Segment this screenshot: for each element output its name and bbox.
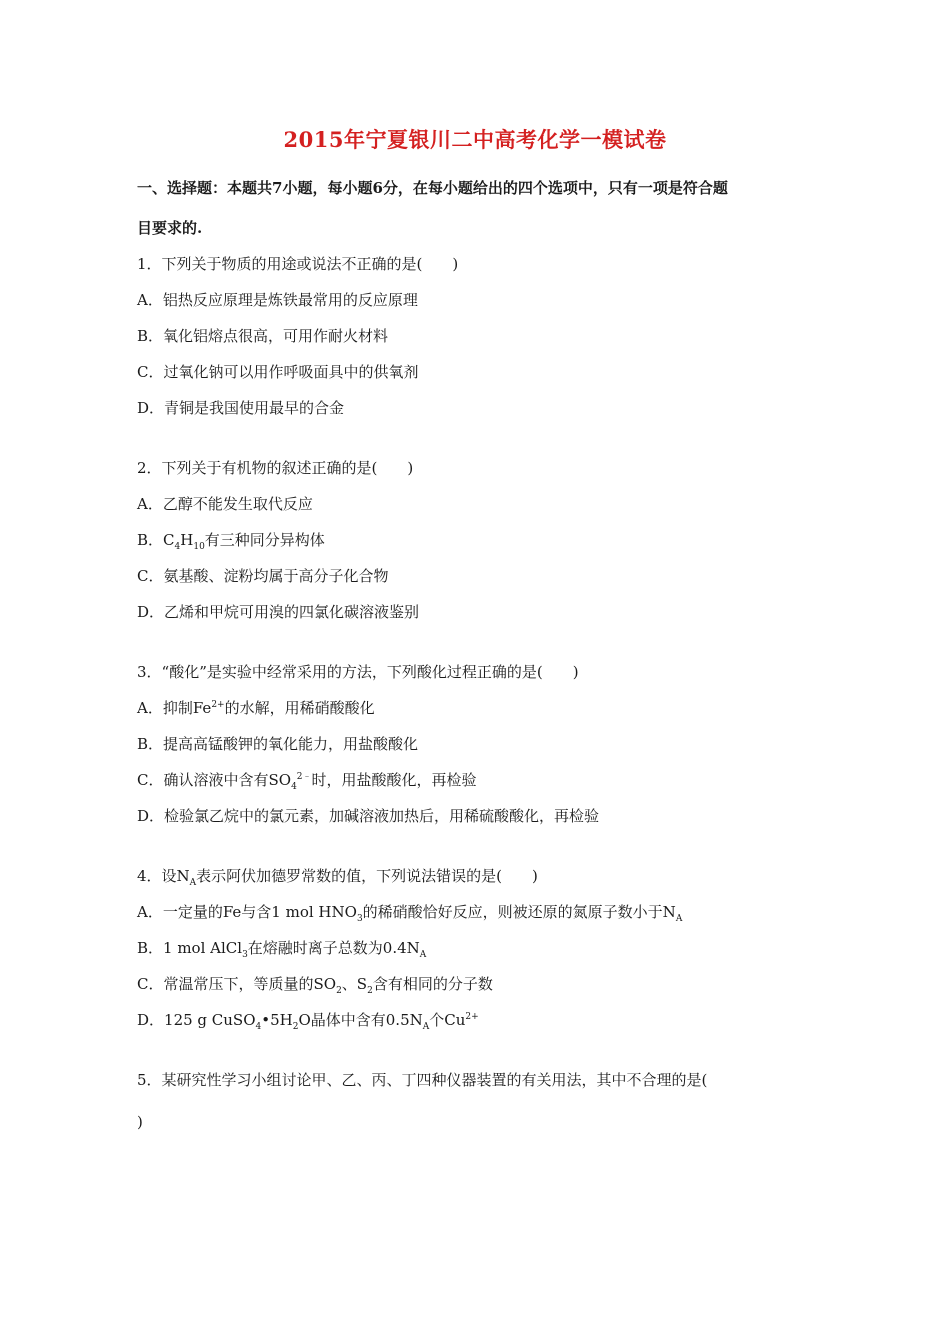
exam-title: 2015年宁夏银川二中高考化学一模试卷 [283,127,667,152]
q1-stem: 1．下列关于物质的用途或说法不正确的是( ) [137,255,459,273]
q3-option-d: D．检验氯乙烷中的氯元素，加碱溶液加热后，用稀硫酸酸化，再检验 [137,807,600,825]
q2-option-a: A．乙醇不能发生取代反应 [137,495,313,513]
q4-option-c: C．常温常压下，等质量的$SO_2$、$S_2$含有相同的分子数 [137,975,493,996]
q3-option-b: B．提高高锰酸钾的氧化能力，用盐酸酸化 [137,735,419,753]
q2-stem: 2．下列关于有机物的叙述正确的是( ) [137,459,414,477]
q2-option-c: C．氨基酸、淀粉均属于高分子化合物 [137,567,389,585]
q4-option-b: B．1 mol AlCl$_3$在熔融时离子总数为$0.4N_A$ [137,939,427,960]
section-heading-line-2: 目要求的. [137,219,203,237]
q5-stem-line-2: ) [137,1113,143,1131]
q1-option-b: B．氧化铝熔点很高，可用作耐火材料 [137,327,389,345]
q4-option-d: D．125 g $CuSO_4•5H_2O$晶体中含有$0.5N_A$个$Cu^{2+}$ [137,1011,479,1032]
q3-option-a: A．抑制$Fe^{2+}$的水解，用稀硝酸酸化 [137,699,375,717]
q1-option-c: C．过氧化钠可以用作呼吸面具中的供氧剂 [137,363,419,381]
section-heading-line-1: 一、选择题：本题共7小题，每小题6分，在每小题给出的四个选项中，只有一项是符合题 [137,179,728,197]
q5-stem-line-1: 5．某研究性学习小组讨论甲、乙、丙、丁四种仪器装置的有关用法，其中不合理的是( [137,1071,708,1089]
q2-option-d: D．乙烯和甲烷可用溴的四氯化碳溶液鉴别 [137,603,420,621]
q3-stem: 3．“酸化”是实验中经常采用的方法，下列酸化过程正确的是( ) [137,663,579,681]
q1-option-d: D．青铜是我国使用最早的合金 [137,399,345,417]
q2-option-b: B．$C_4H_{10}$有三种同分异构体 [137,531,325,552]
q4-stem: 4．设$N_A$表示阿伏加德罗常数的值，下列说法错误的是( ) [137,867,538,888]
q4-option-a: A．一定量的Fe与含1 mol $HNO_3$的稀硝酸恰好反应，则被还原的氮原子数小于$N_A$ [137,903,683,924]
q3-option-c: C．确认溶液中含有$SO_4^{2﹣}$时，用盐酸酸化，再检验 [137,771,477,792]
q1-option-a: A．铝热反应原理是炼铁最常用的反应原理 [137,291,418,309]
